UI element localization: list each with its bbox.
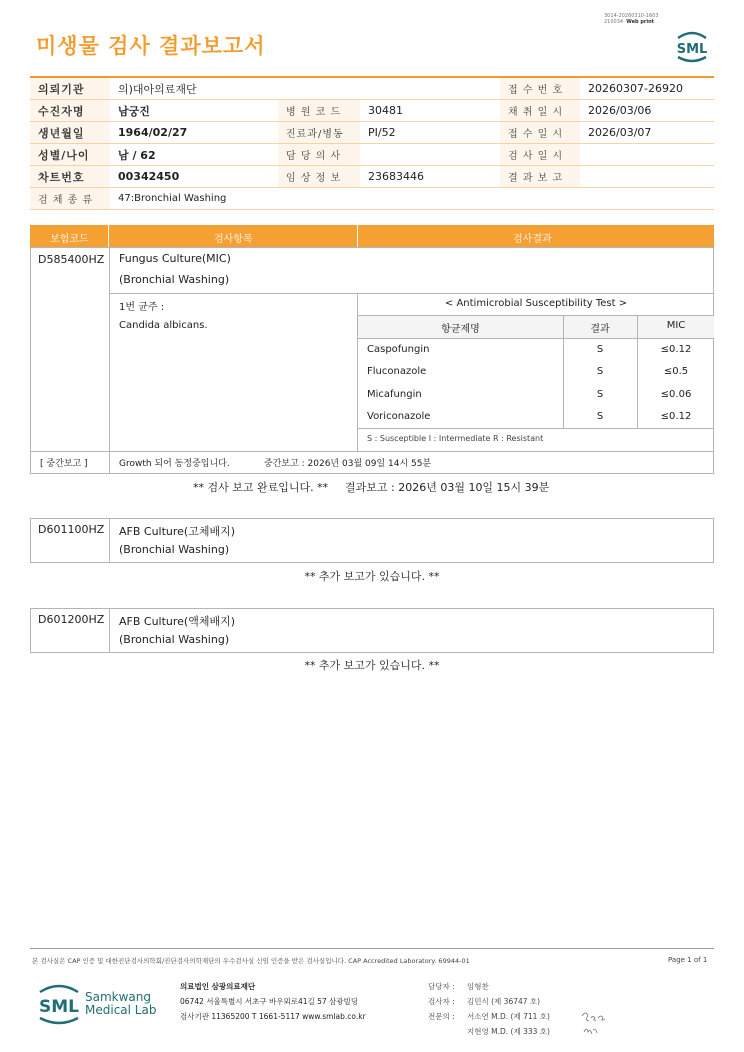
svg-text:SML: SML — [39, 997, 79, 1017]
specialist-2: 지현영 M.D. (제 333 호) — [467, 1027, 550, 1036]
ast-col-drug: 항균제명 — [441, 324, 480, 335]
requesting-org-value: 의)대아의료재단 — [110, 77, 500, 100]
ast-drug: Caspofungin — [367, 344, 430, 355]
code-divider — [109, 247, 110, 474]
test1-specimen: (Bronchial Washing) — [119, 273, 230, 286]
isolate-label: 1번 균주 : — [119, 302, 165, 313]
ast-mic: ≤0.12 — [660, 344, 692, 355]
receipt-no-label: 접 수 번 호 — [500, 77, 580, 100]
print-id: 210034 — [604, 19, 624, 25]
manager-name: 임형찬 — [467, 982, 489, 991]
ast-mic: ≤0.5 — [663, 366, 689, 377]
org-contact: 검사기관 11365200 T 1661-5117 www.smlab.co.kr — [180, 1012, 366, 1021]
patient-name-label: 수진자명 — [30, 100, 110, 122]
ast-drug: Voriconazole — [367, 411, 431, 422]
dept-label: 진료과/병동 — [278, 122, 360, 144]
divider — [109, 293, 714, 294]
test2-specimen: (Bronchial Washing) — [119, 543, 230, 556]
results-header — [30, 225, 714, 247]
doctor-label: 담 당 의 사 — [278, 144, 360, 166]
test2-name: AFB Culture(고체배지) — [119, 525, 236, 538]
ast-drug: Fluconazole — [367, 366, 427, 377]
report-value — [580, 166, 714, 188]
birth-value: 1964/02/27 — [110, 122, 278, 144]
signature-icon — [578, 1008, 610, 1040]
ast-divider — [357, 338, 714, 339]
report-title: 미생물 검사 결과보고서 — [36, 34, 266, 58]
manager-label: 담당자 : — [428, 982, 455, 991]
test2-note: ** 추가 보고가 있습니다. ** — [304, 570, 440, 583]
ast-result: S — [596, 411, 604, 422]
ast-title: < Antimicrobial Susceptibility Test > — [444, 298, 628, 309]
tester-name: 김민식 (제 36747 호) — [467, 997, 541, 1006]
dept-value: PI/52 — [360, 122, 500, 144]
patient-name-value: 남궁진 — [110, 100, 278, 122]
complete-note: ** 검사 보고 완료입니다. ** — [193, 481, 329, 494]
ast-divider — [357, 428, 714, 429]
ast-result: S — [596, 344, 604, 355]
birth-label: 생년월일 — [30, 122, 110, 144]
interim-label: [ 중간보고 ] — [40, 459, 88, 469]
test1-code: D585400HZ — [38, 253, 105, 266]
print-label: Web print — [626, 19, 655, 25]
interim-text: Growth 되어 동정중입니다. — [119, 459, 230, 469]
org-name: 의료법인 삼광의료재단 — [180, 982, 256, 991]
test3-name: AFB Culture(액체배지) — [119, 615, 236, 628]
organism-name: Candida albicans. — [119, 320, 208, 331]
cert-note: 본 검사실은 CAP 인증 및 대한진단검사의학회/진단검사의학재단의 우수검사실 신임 인증을 받은 검사실입니다. CAP Accredited Laboratory. 69944-01 — [32, 957, 470, 965]
header-divider — [108, 225, 109, 247]
svg-text:SML: SML — [676, 42, 708, 57]
report-label: 결 과 보 고 — [500, 166, 580, 188]
receipt-date-label: 접 수 일 시 — [500, 122, 580, 144]
receipt-no-value: 20260307-26920 — [580, 77, 714, 100]
col-code-header: 보험코드 — [50, 234, 89, 245]
print-code: 3014-20260310-1603 — [604, 13, 659, 19]
specimen-label: 검 체 종 류 — [30, 188, 110, 210]
test2-code: D601100HZ — [38, 523, 105, 536]
code-divider — [109, 518, 110, 563]
hospital-code-value: 30481 — [360, 100, 500, 122]
ast-result: S — [596, 389, 604, 400]
test1-name: Fungus Culture(MIC) — [119, 252, 231, 265]
lab-name-line2: Medical Lab — [85, 1003, 157, 1017]
patient-info-table — [30, 76, 714, 210]
code-divider — [109, 608, 110, 653]
chart-no-value: 00342450 — [110, 166, 278, 188]
specialist-label: 전문의 : — [428, 1012, 455, 1021]
hospital-code-label: 병 원 코 드 — [278, 100, 360, 122]
chart-no-label: 차트번호 — [30, 166, 110, 188]
divider — [30, 451, 714, 452]
ast-mic: ≤0.06 — [660, 389, 692, 400]
specimen-value: 47:Bronchial Washing — [110, 188, 714, 210]
test3-code: D601200HZ — [38, 613, 105, 626]
col-item-header: 검사항목 — [214, 234, 253, 245]
collection-date-label: 채 취 일 시 — [500, 100, 580, 122]
ast-drug: Micafungin — [367, 389, 422, 400]
sml-footer-logo-icon — [36, 982, 82, 1026]
sml-logo-icon — [672, 30, 712, 64]
test3-specimen: (Bronchial Washing) — [119, 633, 230, 646]
col-result-header: 검사결과 — [513, 234, 552, 245]
ast-col-mic: MIC — [666, 320, 686, 331]
final-report-time: 결과보고 : 2026년 03월 10일 15시 39분 — [345, 481, 550, 494]
org-address: 06742 서울특별시 서초구 바우뫼로41길 57 삼광빌딩 — [180, 997, 359, 1006]
print-info — [604, 13, 659, 25]
collection-date-value: 2026/03/06 — [580, 100, 714, 122]
sex-age-value: 남 / 62 — [110, 144, 278, 166]
receipt-date-value: 2026/03/07 — [580, 122, 714, 144]
footer-rule — [30, 948, 714, 949]
clinical-label: 임 상 정 보 — [278, 166, 360, 188]
clinical-value: 23683446 — [360, 166, 500, 188]
lab-name-line1: Samkwang — [85, 990, 151, 1004]
tester-label: 검사자 : — [428, 997, 455, 1006]
test3-note: ** 추가 보고가 있습니다. ** — [304, 659, 440, 672]
ast-result: S — [596, 366, 604, 377]
sex-age-label: 성별/나이 — [30, 144, 110, 166]
ast-col-result: 결과 — [590, 324, 610, 335]
test-date-label: 검 사 일 시 — [500, 144, 580, 166]
header-divider — [357, 225, 358, 247]
ast-legend: S : Susceptible I : Intermediate R : Resistant — [367, 434, 544, 443]
doctor-value — [360, 144, 500, 166]
interim-time: 중간보고 : 2026년 03월 09일 14시 55분 — [264, 459, 432, 469]
requesting-org-label: 의뢰기관 — [30, 77, 110, 100]
test-date-value — [580, 144, 714, 166]
ast-mic: ≤0.12 — [660, 411, 692, 422]
page-number: Page 1 of 1 — [668, 956, 708, 964]
specialist-1: 서소연 M.D. (제 711 호) — [467, 1012, 550, 1021]
